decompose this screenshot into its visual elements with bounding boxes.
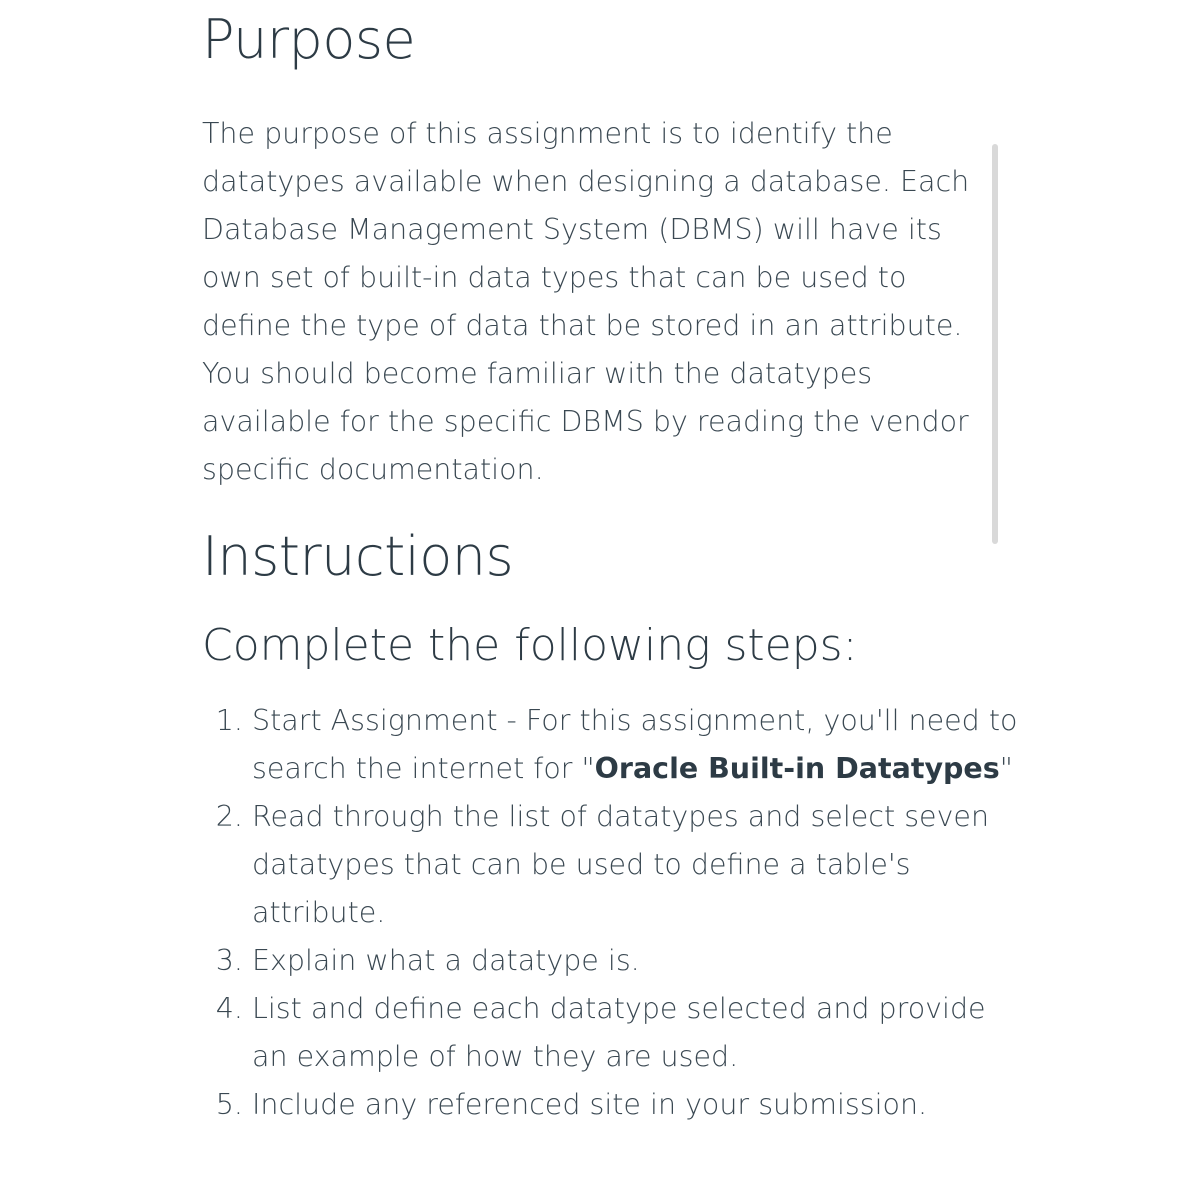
- steps-subheading: Complete the following steps:: [202, 620, 858, 671]
- step-bold-term: Oracle Built-in Datatypes: [594, 752, 1000, 785]
- purpose-heading: Purpose: [202, 8, 416, 71]
- step-item: 2. Read through the list of datatypes and select seven datatypes that can be used to define a table's attribute.: [252, 793, 1022, 937]
- step-text-post: ": [999, 752, 1013, 785]
- steps-list: [202, 697, 1022, 1129]
- purpose-paragraph: The purpose of this assignment is to identify the datatypes available when designing a database. Each Database Management System (DBMS) will have its own set of built-in data types that can be used to define the type of data that be stored in an attribute. You should become familiar with the datatypes available for the specific DBMS by reading the vendor specific documentation.: [202, 117, 970, 486]
- step-text-pre: Start Assignment - For this assignment, you'll need to search the internet for ": [252, 704, 1018, 785]
- step-item: [252, 697, 1022, 793]
- scrollbar[interactable]: [992, 144, 998, 544]
- step-item: 4. List and define each datatype selected and provide an example of how they are used.: [252, 985, 1022, 1081]
- step-item: 5. Include any referenced site in your submission.: [252, 1081, 1022, 1129]
- instructions-heading: Instructions: [202, 525, 514, 588]
- step-item: 3. Explain what a datatype is.: [252, 937, 1022, 985]
